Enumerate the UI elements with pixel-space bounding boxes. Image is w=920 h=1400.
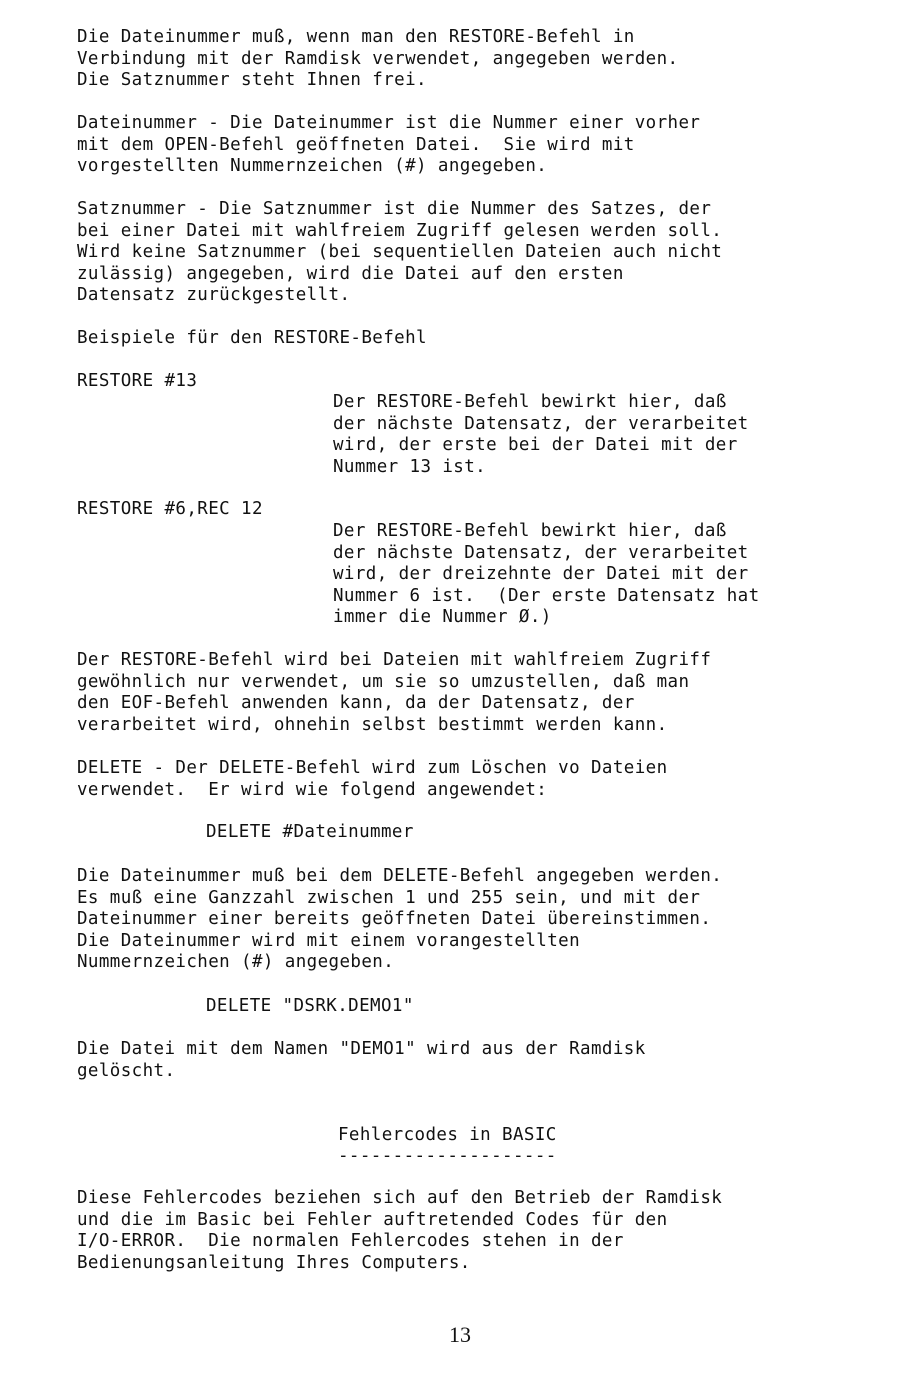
paragraph-satznummer: Satznummer - Die Satznummer ist die Nummer des Satzes, der bei einer Datei mit wahlfreiem Zugriff gelesen werden soll. Wird keine Satznummer (bei sequentiellen Dateien auch nicht zulässig) angegeben, wird die Datei auf den ersten Datensatz zurückgestellt. — [77, 199, 723, 306]
delete-syntax: DELETE #Dateinummer — [206, 822, 414, 842]
paragraph-delete-intro: DELETE - Der DELETE-Befehl wird zum Löschen vo Dateien verwendet. Er wird wie folgend angewendet: — [77, 758, 668, 800]
paragraph-fehlercodes: Diese Fehlercodes beziehen sich auf den Betrieb der Ramdisk und die im Basic bei Fehler auftretended Codes für den I/O-ERROR. Die normalen Fehlercodes stehen in der Bedienungsanleitung Ihres Computers. — [77, 1188, 723, 1273]
example-2-description: Der RESTORE-Befehl bewirkt hier, daß der nächste Datensatz, der verarbeitet wird, der dreizehnte der Datei mit der Nummer 6 ist. (Der erste Datensatz hat immer die Nummer Ø.) — [333, 521, 760, 628]
example-2-command: RESTORE #6,REC 12 — [77, 499, 263, 519]
section-heading: Fehlercodes in BASIC — [338, 1125, 557, 1145]
example-1-command: RESTORE #13 — [77, 371, 198, 391]
examples-heading: Beispiele für den RESTORE-Befehl — [77, 328, 427, 348]
paragraph-dateinummer: Dateinummer - Die Dateinummer ist die Nummer einer vorher mit dem OPEN-Befehl geöffneten Datei. Sie wird mit vorgestellten Nummernzeichen (#) angegeben. — [77, 113, 701, 177]
paragraph-restore-usage: Der RESTORE-Befehl wird bei Dateien mit wahlfreiem Zugriff gewöhnlich nur verwendet, um sie so umzustellen, daß man den EOF-Befehl anwenden kann, da der Datensatz, der verarbeitet wird, ohnehin selbst bestimmt werden kann. — [77, 650, 712, 735]
section-heading-underline: -------------------- — [338, 1146, 557, 1166]
example-1-description: Der RESTORE-Befehl bewirkt hier, daß der nächste Datensatz, der verarbeitet wird, der erste bei der Datei mit der Nummer 13 ist. — [333, 392, 749, 477]
paragraph-delete-result: Die Datei mit dem Namen "DEMO1" wird aus der Ramdisk gelöscht. — [77, 1039, 646, 1081]
paragraph-restore-intro: Die Dateinummer muß, wenn man den RESTORE-Befehl in Verbindung mit der Ramdisk verwendet, angegeben werden. Die Satznummer steht Ihnen frei. — [77, 27, 679, 91]
paragraph-delete-dateinummer: Die Dateinummer muß bei dem DELETE-Befehl angegeben werden. Es muß eine Ganzzahl zwischen 1 und 255 sein, und mit der Dateinummer einer bereits geöffneten Datei übereinstimmen. Die Dateinummer wird mit einem vorangestellten Nummernzeichen (#) angegeben. — [77, 866, 723, 973]
delete-example: DELETE "DSRK.DEMO1" — [206, 996, 414, 1016]
page-number: 13 — [449, 1322, 471, 1347]
